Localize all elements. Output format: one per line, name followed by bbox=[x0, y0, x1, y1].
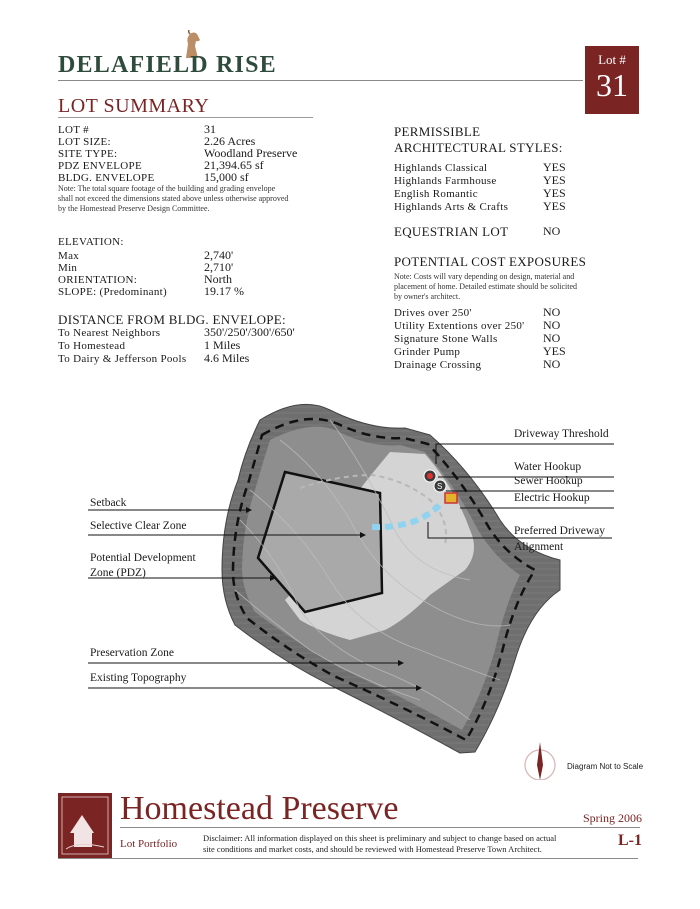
summary-value: 21,394.65 sf bbox=[204, 158, 264, 172]
callout-setback: Setback bbox=[90, 497, 127, 509]
summary-value: 31 bbox=[204, 122, 216, 136]
style-row bbox=[394, 161, 634, 174]
north-arrow-icon bbox=[525, 742, 555, 780]
style-label: Highlands Classical bbox=[394, 162, 488, 174]
distance-table bbox=[58, 312, 358, 365]
summary-value: 15,000 sf bbox=[204, 170, 249, 184]
style-row bbox=[394, 200, 634, 213]
elevation-row bbox=[58, 285, 348, 297]
cost-value: NO bbox=[543, 305, 561, 319]
homestead-logo-icon bbox=[58, 793, 112, 858]
summary-note: Note: The total square footage of the building and grading envelope shall not exceed the dimensions stated above unless otherwise approved by the Homestead Preserve Design Committee. bbox=[58, 184, 289, 213]
header-rule bbox=[58, 80, 583, 81]
summary-label: LOT # bbox=[58, 124, 89, 136]
summary-row bbox=[58, 171, 348, 183]
distance-label: To Dairy & Jefferson Pools bbox=[58, 353, 187, 365]
style-value: YES bbox=[543, 160, 566, 174]
callout-electric-hookup: Electric Hookup bbox=[514, 492, 590, 504]
footer-subtitle: Lot Portfolio bbox=[120, 838, 178, 850]
callout-pdz-line2: Zone (PDZ) bbox=[90, 567, 146, 579]
style-value: YES bbox=[543, 199, 566, 213]
electric-hookup-icon bbox=[445, 493, 457, 503]
summary-label: PDZ ENVELOPE bbox=[58, 160, 142, 172]
summary-value: 2.26 Acres bbox=[204, 134, 256, 148]
cost-value: NO bbox=[543, 331, 561, 345]
summary-table bbox=[58, 123, 348, 214]
style-value: YES bbox=[543, 173, 566, 187]
distance-value: 350'/250'/300'/650' bbox=[204, 325, 295, 339]
summary-row bbox=[58, 135, 348, 147]
summary-label: LOT SIZE: bbox=[58, 136, 111, 148]
elevation-row bbox=[58, 273, 348, 285]
footer-title-rule bbox=[120, 827, 640, 828]
elevation-heading: ELEVATION: bbox=[58, 236, 124, 248]
callout-sewer-hookup: Sewer Hookup bbox=[514, 475, 583, 487]
equestrian-value: NO bbox=[543, 224, 561, 238]
elevation-table bbox=[58, 236, 348, 297]
elevation-label: Max bbox=[58, 250, 80, 262]
style-row bbox=[394, 187, 634, 200]
footer-disclaimer: Disclaimer: All information displayed on this sheet is preliminary and subject to change based on actual site conditions and market costs, and should be reviewed with Homestead Preserve Town Architect. bbox=[203, 833, 557, 854]
elevation-label: ORIENTATION: bbox=[58, 274, 138, 286]
footer-title: Homestead Preserve bbox=[120, 790, 399, 827]
cost-label: Drives over 250' bbox=[394, 307, 472, 319]
summary-row bbox=[58, 123, 348, 135]
cost-label: Drainage Crossing bbox=[394, 359, 482, 371]
cost-label: Signature Stone Walls bbox=[394, 333, 498, 345]
section-title: LOT SUMMARY bbox=[58, 95, 210, 117]
callout-preferred-driveway-line1: Preferred Driveway bbox=[514, 525, 605, 537]
style-label: Highlands Farmhouse bbox=[394, 175, 497, 187]
scale-note: Diagram Not to Scale bbox=[567, 762, 644, 771]
summary-label: SITE TYPE: bbox=[58, 148, 118, 160]
distance-value: 1 Miles bbox=[204, 338, 241, 352]
elevation-value: 2,710' bbox=[204, 260, 234, 274]
cost-label: Utility Extentions over 250' bbox=[394, 320, 525, 332]
footer-page-number: L-1 bbox=[618, 832, 642, 849]
svg-text:S: S bbox=[437, 482, 443, 491]
cost-value: NO bbox=[543, 357, 561, 371]
cost-row bbox=[394, 345, 634, 358]
distance-label: To Nearest Neighbors bbox=[58, 327, 161, 339]
costs-table bbox=[394, 254, 634, 371]
footer-rule bbox=[58, 858, 638, 859]
cost-row bbox=[394, 332, 634, 345]
lot-site-plan bbox=[0, 380, 700, 780]
styles-table bbox=[394, 124, 634, 213]
callout-existing-topography: Existing Topography bbox=[90, 672, 187, 684]
lot-badge-number: 31 bbox=[596, 67, 628, 103]
elevation-value: 19.17 % bbox=[204, 284, 244, 298]
styles-heading-line1: PERMISSIBLE bbox=[394, 124, 481, 139]
distance-heading: DISTANCE FROM BLDG. ENVELOPE: bbox=[58, 312, 286, 327]
style-label: English Romantic bbox=[394, 188, 478, 200]
cost-value: NO bbox=[543, 318, 561, 332]
summary-row bbox=[58, 159, 348, 171]
equestrian-label: EQUESTRIAN LOT bbox=[394, 224, 509, 239]
distance-label: To Homestead bbox=[58, 340, 126, 352]
callout-preservation-zone: Preservation Zone bbox=[90, 647, 174, 659]
styles-heading-line2: ARCHITECTURAL STYLES: bbox=[394, 140, 563, 155]
callout-selective-clear-zone: Selective Clear Zone bbox=[90, 520, 187, 532]
cost-label: Grinder Pump bbox=[394, 346, 461, 358]
cost-row bbox=[394, 358, 634, 371]
elevation-value: 2,740' bbox=[204, 248, 234, 262]
style-label: Highlands Arts & Crafts bbox=[394, 201, 509, 213]
lot-number-badge bbox=[585, 46, 639, 114]
elevation-label: SLOPE: (Predominant) bbox=[58, 286, 167, 298]
callout-driveway-threshold: Driveway Threshold bbox=[514, 428, 609, 440]
elevation-row bbox=[58, 249, 348, 261]
summary-row bbox=[58, 147, 348, 159]
elevation-label: Min bbox=[58, 262, 78, 274]
footer-season: Spring 2006 bbox=[583, 811, 643, 825]
style-value: YES bbox=[543, 186, 566, 200]
cost-row bbox=[394, 319, 634, 332]
elevation-value: North bbox=[204, 272, 232, 286]
callout-water-hookup: Water Hookup bbox=[514, 461, 582, 473]
distance-value: 4.6 Miles bbox=[204, 351, 250, 365]
elevation-row bbox=[58, 261, 348, 273]
callout-pdz-line1: Potential Development bbox=[90, 552, 196, 564]
section-rule bbox=[58, 117, 313, 118]
summary-value: Woodland Preserve bbox=[204, 146, 298, 160]
cost-value: YES bbox=[543, 344, 566, 358]
style-row bbox=[394, 174, 634, 187]
brand-name: DELAFIELD RISE bbox=[58, 52, 277, 78]
equestrian-row bbox=[394, 225, 634, 239]
summary-label: BLDG. ENVELOPE bbox=[58, 172, 155, 184]
cost-row bbox=[394, 306, 634, 319]
costs-note: Note: Costs will vary depending on design, material and placement of home. Detailed estimate should be solicited by owner's architect. bbox=[394, 272, 578, 301]
distance-row bbox=[58, 352, 358, 365]
lot-badge-label: Lot # bbox=[598, 52, 626, 67]
costs-heading: POTENTIAL COST EXPOSURES bbox=[394, 254, 587, 269]
callout-preferred-driveway-line2: Alignment bbox=[514, 541, 564, 553]
